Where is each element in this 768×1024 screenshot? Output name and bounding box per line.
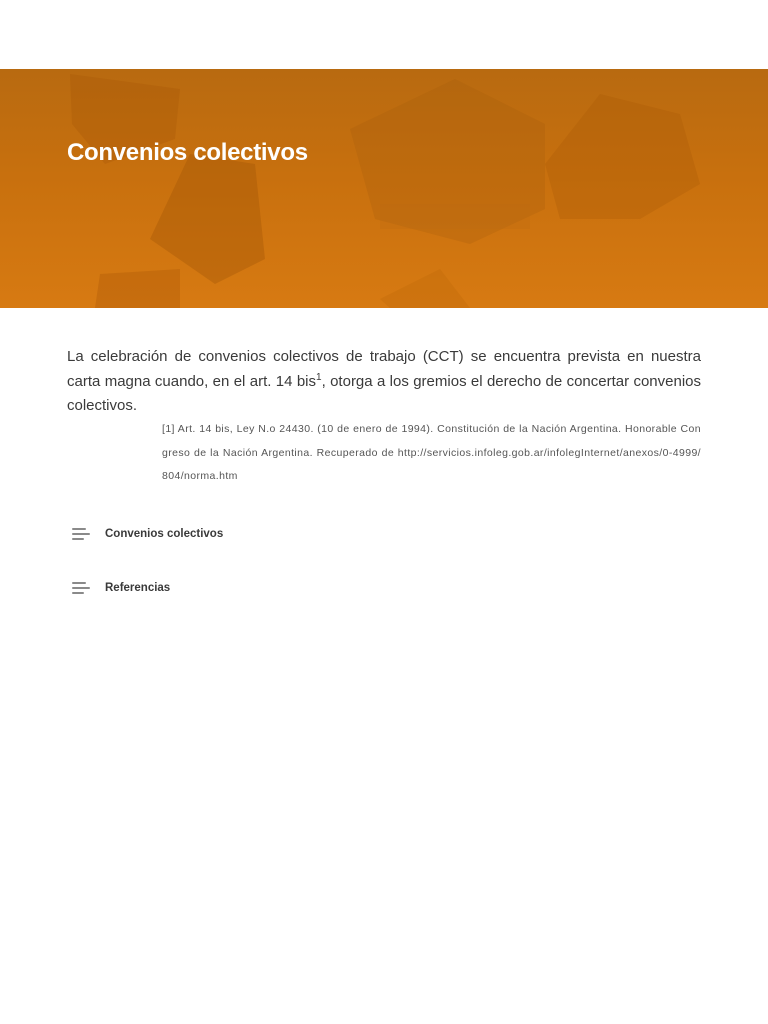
toc-item-label: Convenios colectivos [105, 528, 224, 540]
page-title: Convenios colectivos [67, 139, 308, 166]
banner-background-image [0, 69, 768, 308]
footnote-text: [1] Art. 14 bis, Ley N.o 24430. (10 de enero de 1994). Constitución de la Nación Argentina. Honorable Congreso de la Nación Argentina. Recuperado de http://servicios.infoleg.gob.ar/infolegInternet/anexos/0-4999/804/norma.htm [162, 423, 701, 482]
intro-text-part-1: La celebración de convenios colectivos de trabajo (CCT) se encuentra prevista en nuestra carta magna cuando, en el art. 14 bis [67, 348, 701, 390]
header-banner [0, 69, 768, 308]
toc-item-label: Referencias [105, 582, 171, 594]
list-icon [72, 581, 90, 595]
intro-paragraph [67, 345, 701, 419]
footnote-reference[interactable]: 1 [316, 371, 322, 383]
intro-text-part-2: , otorga a los gremios el derecho de concertar convenios colectivos. [67, 372, 701, 414]
toc-item-convenios-colectivos[interactable] [72, 522, 372, 546]
toc-item-referencias[interactable] [72, 576, 372, 600]
list-icon [72, 527, 90, 541]
